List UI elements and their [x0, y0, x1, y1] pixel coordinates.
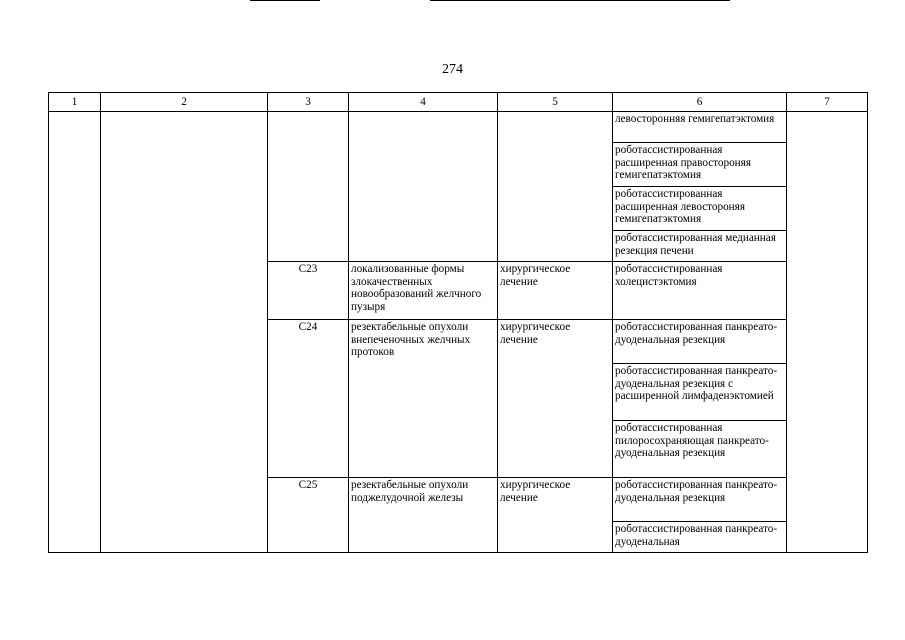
- treatment-cell: [498, 112, 613, 262]
- top-rule-right: [430, 0, 730, 1]
- code-cell: C25: [268, 478, 349, 553]
- column-header: 5: [498, 93, 613, 112]
- method-cell: роботассистированная панкреато-дуоденальная резекция: [613, 478, 787, 522]
- method-cell: роботассистированная панкреато-дуоденальная резекция с расширенной лимфаденэктомией: [613, 364, 787, 421]
- column-1-cell: [49, 112, 101, 553]
- column-2-cell: [101, 112, 268, 553]
- column-header: 4: [349, 93, 498, 112]
- code-cell: [268, 112, 349, 262]
- page-number: 274: [442, 62, 463, 77]
- header-row: [49, 93, 868, 112]
- method-cell: роботассистированная расширенная правостороняя гемигепатэктомия: [613, 143, 787, 187]
- method-cell: левосторонняя гемигепатэктомия: [613, 112, 787, 143]
- diagnosis-cell: [349, 112, 498, 262]
- table-row: [49, 112, 868, 143]
- treatment-cell: хирургическое лечение: [498, 262, 613, 320]
- column-header: 7: [787, 93, 868, 112]
- column-header: 1: [49, 93, 101, 112]
- diagnosis-cell: резектабельные опухоли поджелудочной железы: [349, 478, 498, 553]
- code-cell: C24: [268, 320, 349, 478]
- column-header: 6: [613, 93, 787, 112]
- method-cell: роботассистированная пилоросохраняющая панкреато-дуоденальная резекция: [613, 421, 787, 478]
- column-7-cell: [787, 112, 868, 553]
- treatment-cell: хирургическое лечение: [498, 478, 613, 553]
- method-cell: роботассистированная медианная резекция печени: [613, 231, 787, 262]
- document-table: [48, 92, 868, 553]
- method-cell: роботассистированная панкреато-дуоденальная резекция: [613, 320, 787, 364]
- diagnosis-cell: локализованные формы злокачественных новообразований желчного пузыря: [349, 262, 498, 320]
- method-cell: роботассистированная холецистэктомия: [613, 262, 787, 320]
- treatment-cell: хирургическое лечение: [498, 320, 613, 478]
- top-rule-left: [250, 0, 320, 1]
- code-cell: C23: [268, 262, 349, 320]
- column-header: 3: [268, 93, 349, 112]
- diagnosis-cell: резектабельные опухоли внепеченочных желчных протоков: [349, 320, 498, 478]
- column-header: 2: [101, 93, 268, 112]
- method-cell: роботассистированная расширенная левостороняя гемигепатэктомия: [613, 187, 787, 231]
- method-cell: роботассистированная панкреато-дуоденальная: [613, 522, 787, 553]
